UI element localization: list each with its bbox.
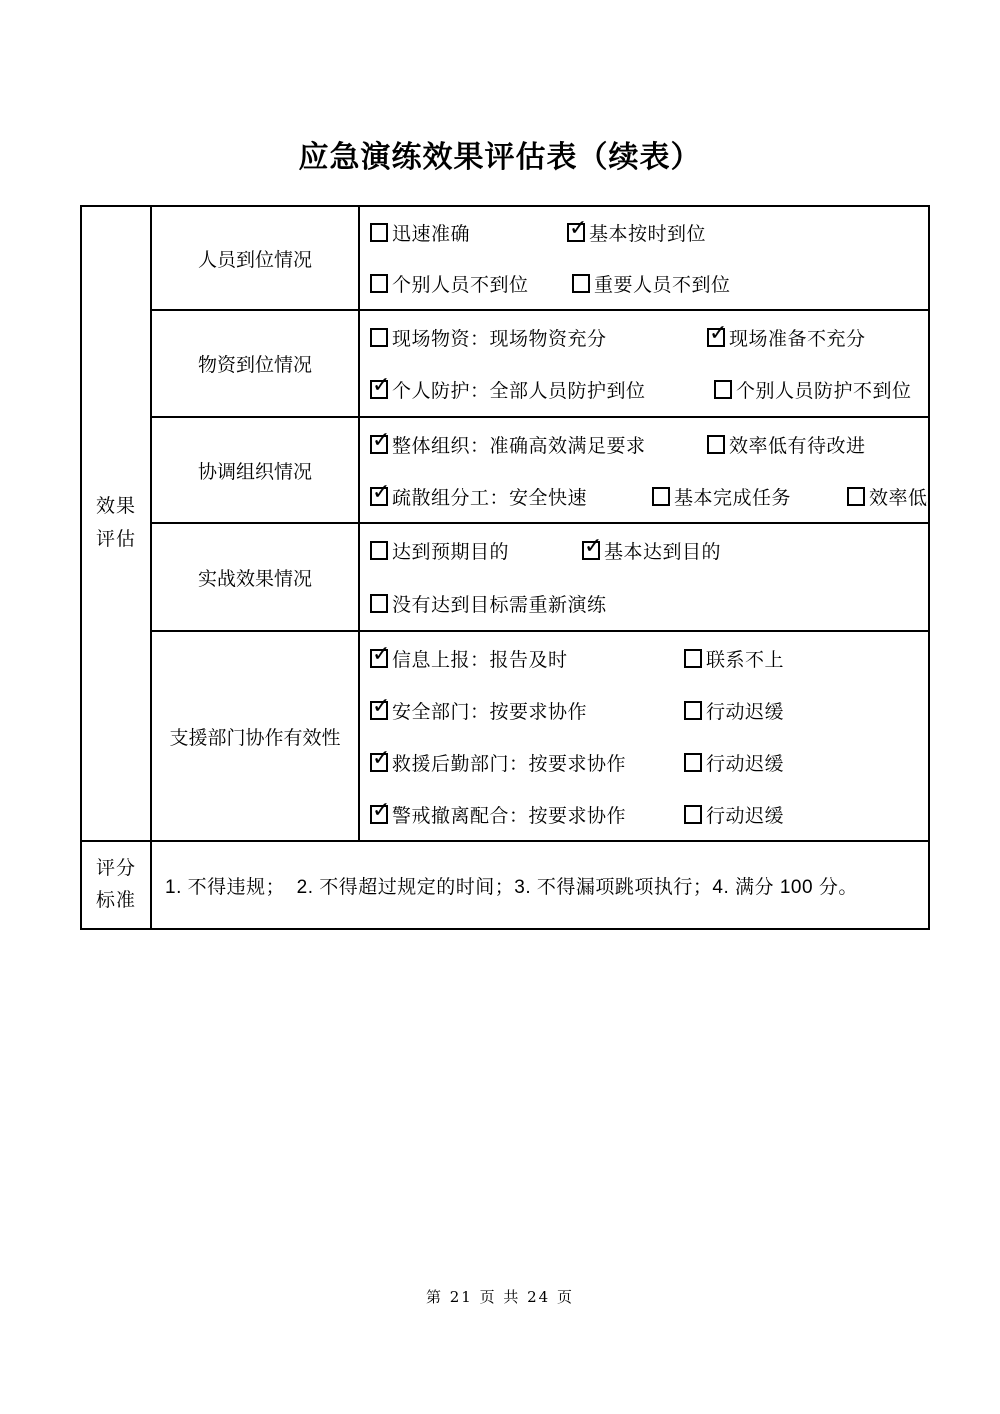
checkbox-icon[interactable] [370, 274, 388, 293]
table-row [81, 206, 929, 310]
checkbox-option[interactable] [370, 270, 572, 297]
checkbox-label: 重要人员不到位 [594, 275, 731, 296]
checkbox-icon[interactable] [370, 435, 388, 454]
checkbox-label: 迅速准确 [392, 224, 471, 245]
scoring-text: 1. 不得违规； 2. 不得超过规定的时间；3. 不得漏项跳项执行；4. 满分 100 分。 [165, 876, 858, 898]
checkbox-option[interactable] [714, 376, 912, 403]
checkbox-option[interactable] [370, 537, 582, 564]
checkbox-icon[interactable] [714, 380, 732, 399]
option-line [370, 270, 928, 297]
checkbox-label: 效率低有待改进 [729, 435, 866, 457]
option-line [370, 590, 928, 617]
checkbox-option[interactable] [370, 219, 567, 246]
criterion-label: 协调组织情况 [197, 461, 312, 483]
criterion-label-cell [151, 206, 359, 310]
checkbox-option[interactable] [567, 219, 706, 246]
criterion-label-cell [151, 523, 359, 631]
criterion-label: 支援部门协作有效性 [169, 727, 341, 749]
option-line [370, 219, 928, 246]
options-cell [359, 417, 929, 523]
checkbox-option[interactable] [847, 483, 928, 510]
scoring-text-cell [151, 841, 929, 929]
option-line [370, 324, 928, 351]
checkbox-icon[interactable] [707, 328, 725, 347]
table-row [81, 310, 929, 417]
checkbox-label: 疏散组分工：安全快速 [392, 487, 588, 509]
checkbox-icon[interactable] [370, 380, 388, 399]
checkbox-label: 个人防护：全部人员防护到位 [392, 381, 646, 403]
checkbox-option[interactable] [684, 645, 784, 672]
checkbox-icon[interactable] [684, 805, 702, 824]
checkbox-option[interactable] [370, 376, 714, 403]
checkbox-label: 行动迟缓 [706, 701, 785, 723]
option-line [370, 749, 928, 776]
option-line [370, 697, 928, 724]
checkbox-icon[interactable] [370, 223, 388, 242]
checkbox-option[interactable] [684, 697, 784, 724]
checkbox-icon[interactable] [847, 487, 865, 506]
option-line [370, 376, 928, 403]
checkbox-option[interactable] [370, 749, 684, 776]
checkbox-label: 安全部门：按要求协作 [392, 701, 588, 723]
option-line [370, 801, 928, 828]
option-line [370, 645, 928, 672]
checkbox-label: 现场物资：现场物资充分 [392, 328, 607, 350]
page-title: 应急演练效果评估表（续表） [298, 141, 702, 174]
checkbox-icon[interactable] [370, 701, 388, 720]
checkbox-option[interactable] [370, 431, 707, 458]
checkbox-option[interactable] [370, 697, 684, 724]
checkbox-icon[interactable] [370, 753, 388, 772]
checkbox-option[interactable] [684, 801, 784, 828]
checkbox-label: 警戒撤离配合：按要求协作 [392, 805, 627, 827]
checkbox-label: 行动迟缓 [706, 753, 785, 775]
evaluation-table [80, 205, 930, 930]
checkbox-option[interactable] [582, 537, 721, 564]
option-line [370, 431, 928, 458]
table-row [81, 417, 929, 523]
row-group-header [81, 206, 151, 841]
checkbox-icon[interactable] [684, 753, 702, 772]
scoring-label-cell [81, 841, 151, 929]
checkbox-label: 个别人员不到位 [392, 275, 529, 296]
checkbox-label: 救援后勤部门：按要求协作 [392, 753, 627, 775]
checkbox-label: 行动迟缓 [706, 805, 785, 827]
checkbox-label: 整体组织：准确高效满足要求 [392, 435, 646, 457]
checkbox-icon[interactable] [370, 487, 388, 506]
checkbox-option[interactable] [707, 431, 866, 458]
checkbox-label: 个别人员防护不到位 [736, 381, 912, 403]
checkbox-label: 基本达到目的 [604, 542, 722, 563]
checkbox-label: 现场准备不充分 [729, 328, 866, 350]
options-cell [359, 523, 929, 631]
checkbox-icon[interactable] [707, 435, 725, 454]
option-line [370, 537, 928, 564]
checkbox-icon[interactable] [370, 328, 388, 347]
checkbox-label: 联系不上 [706, 649, 785, 671]
checkbox-icon[interactable] [370, 805, 388, 824]
criterion-label: 实战效果情况 [197, 568, 312, 590]
checkbox-icon[interactable] [567, 223, 585, 242]
options-cell [359, 631, 929, 841]
options-cell [359, 206, 929, 310]
checkbox-option[interactable] [684, 749, 784, 776]
checkbox-icon[interactable] [684, 701, 702, 720]
checkbox-label: 基本完成任务 [674, 487, 792, 509]
checkbox-icon[interactable] [572, 274, 590, 293]
checkbox-icon[interactable] [370, 594, 388, 613]
options-cell [359, 310, 929, 417]
criterion-label-cell [151, 631, 359, 841]
criterion-label: 物资到位情况 [197, 355, 312, 376]
table-row [81, 631, 929, 841]
checkbox-label: 没有达到目标需重新演练 [392, 595, 607, 616]
checkbox-label: 基本按时到位 [589, 224, 707, 245]
checkbox-option[interactable] [370, 590, 607, 617]
row-group-header-label: 效果评估 [95, 496, 136, 550]
checkbox-icon[interactable] [652, 487, 670, 506]
table-row [81, 841, 929, 929]
checkbox-icon[interactable] [370, 649, 388, 668]
checkbox-option[interactable] [370, 324, 707, 351]
checkbox-label: 效率低 [869, 487, 928, 509]
scoring-label: 评分标准 [95, 857, 136, 911]
checkbox-label: 达到预期目的 [392, 542, 510, 563]
checkbox-icon[interactable] [684, 649, 702, 668]
checkbox-icon[interactable] [582, 541, 600, 560]
checkbox-icon[interactable] [370, 541, 388, 560]
checkbox-option[interactable] [370, 801, 684, 828]
checkbox-option[interactable] [370, 645, 684, 672]
checkbox-option[interactable] [707, 324, 866, 351]
checkbox-option[interactable] [370, 483, 652, 510]
table-row [81, 523, 929, 631]
checkbox-label: 信息上报：报告及时 [392, 649, 568, 671]
criterion-label-cell [151, 310, 359, 417]
criterion-label-cell [151, 417, 359, 523]
checkbox-option[interactable] [572, 270, 731, 297]
criterion-label: 人员到位情况 [197, 249, 312, 271]
option-line [370, 483, 928, 510]
checkbox-option[interactable] [652, 483, 847, 510]
page-number: 第 21 页 共 24 页 [425, 1288, 574, 1306]
